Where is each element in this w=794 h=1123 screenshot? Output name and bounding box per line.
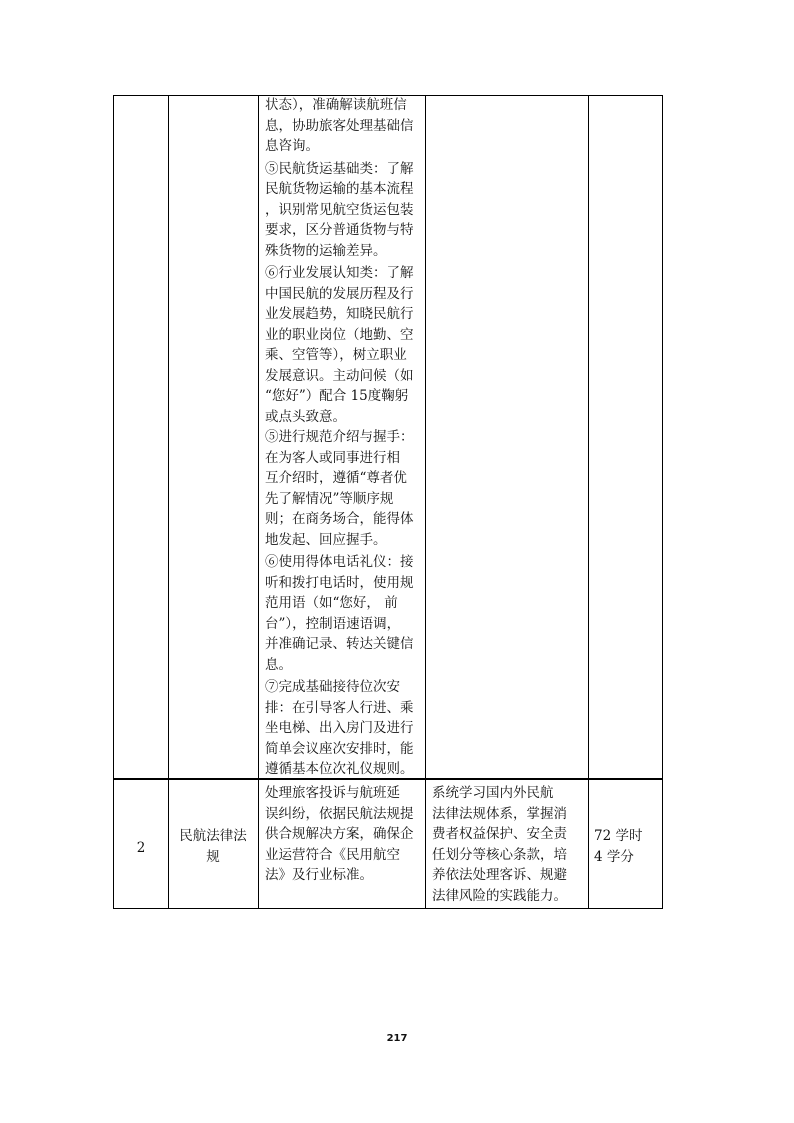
row2-course-name: 民航法律法 规 <box>179 828 247 865</box>
row2-content: 处理旅客投诉与航班延 误纠纷，依据民航法规提 供合规解决方案，确保企 业运营符合《民用航空 法》及行业标准。 <box>265 785 414 883</box>
row2-index: 2 <box>136 840 146 856</box>
page-number: 217 <box>386 1033 408 1044</box>
content-paragraph: ⑤民航货运基础类：了解 民航货物运输的基本流程 ，识别常见航空货运包装 要求，区分普通货物与特 殊货物的运输差异。 <box>265 160 414 259</box>
content-paragraph: ⑦完成基础接待位次安 排：在引导客人行进、乘 坐电梯、出入房门及进行 简单会议座次安排时，能 遵循基本位次礼仪规则。 <box>265 679 414 777</box>
col-border-4 <box>588 95 589 909</box>
table-bottom-border <box>113 908 663 909</box>
content-paragraph: ⑥使用得体电话礼仪：接 听和拨打电话时，使用规 范用语（如“您好， 前 台”），控制语速语调， 并准确记录、转达关键信 息。 <box>265 554 414 673</box>
col-border-1 <box>168 95 169 909</box>
row2-objective: 系统学习国内外民航 法律法规体系，掌握消 费者权益保护、安全责 任划分等核心条款，培 养依法处理客诉、规避 法律风险的实践能力。 <box>432 785 567 904</box>
row2-hours: 72 学时 4 学分 <box>594 828 643 865</box>
col-border-2 <box>258 95 259 909</box>
col-border-0 <box>113 95 114 909</box>
col-border-5 <box>662 95 663 909</box>
content-paragraph: 状态），准确解读航班信 息，协助旅客处理基础信 息咨询。 <box>265 97 414 154</box>
content-paragraph: ⑥行业发展认知类：了解 中国民航的发展历程及行 业发展趋势，知晓民航行 业的职业岗位（地勤、空 乘、空管等），树立职业 发展意识。主动问候（如 “您好”）配合 15度鞠躬 或点头致意。 ⑤进行规范介绍与握手： 在为客人或同事进行相 互介绍时，遵循“尊者优 先了解情况”等顺序规 则；在商务场合，能得体 地发起、回应握手。 <box>265 265 414 548</box>
col-border-3 <box>425 95 426 909</box>
row1-content-cell <box>265 95 421 782</box>
